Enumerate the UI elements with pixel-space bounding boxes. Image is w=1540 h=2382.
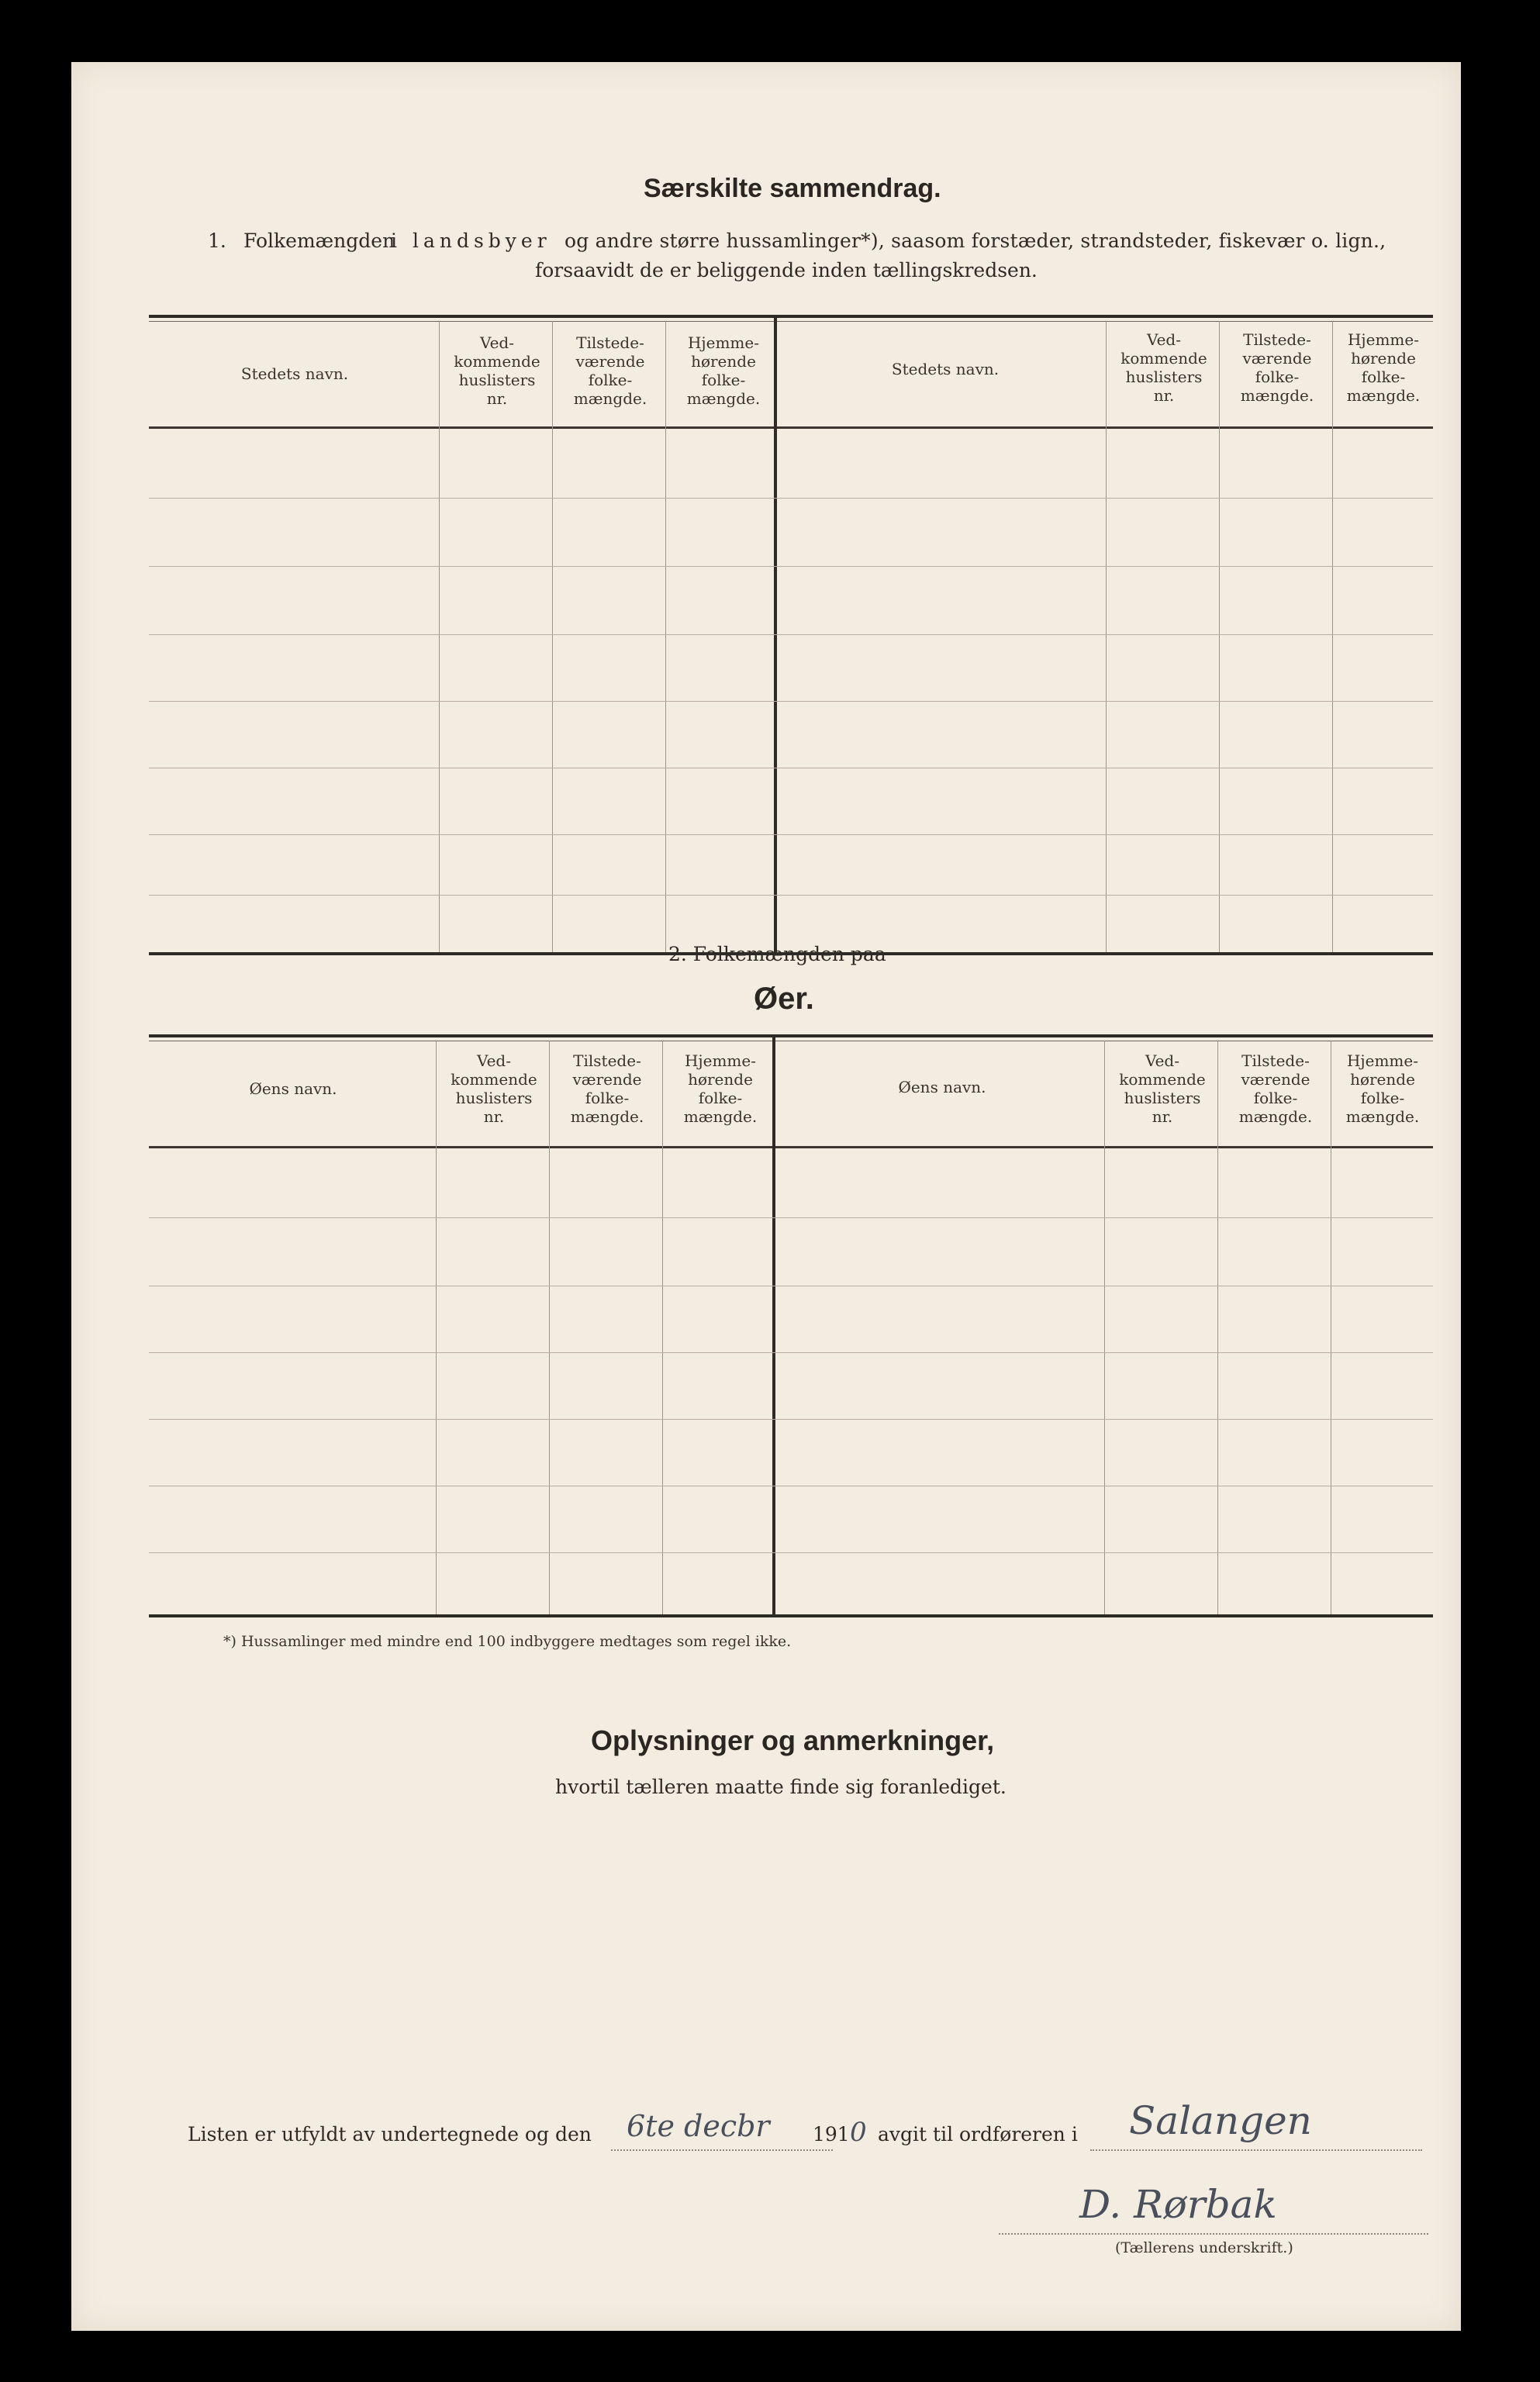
- signature-caption: (Tællerens underskrift.): [1115, 2239, 1293, 2256]
- table2-col-hjem-left: Hjemme- hørende folke- mængde.: [683, 1051, 758, 1126]
- table1-col-stedets-left: Stedets navn.: [240, 364, 349, 383]
- section1-text-c: og andre større hussamlinger*), saasom forstæder, strandsteder, fiskevær o. lign.,: [565, 230, 1386, 252]
- table2-bottom-rule: [149, 1614, 1433, 1617]
- section2-heading: Øer.: [754, 982, 814, 1016]
- year-handwritten: 0: [850, 2117, 867, 2148]
- enumerator-signature: D. Rørbak: [1079, 2182, 1277, 2227]
- table1-col-til-left: Tilstede- værende folke- mængde.: [573, 333, 647, 408]
- section1-text-b: i landsbyer: [391, 230, 551, 252]
- signature-middle: avgit til ordføreren i: [878, 2123, 1078, 2146]
- table1-col-hjem-left: Hjemme- hørende folke- mængde.: [686, 333, 761, 408]
- footnote: *) Hussamlinger med mindre end 100 indbyggere medtages som regel ikke.: [223, 1633, 792, 1650]
- table1-col-til-right: Tilstede- værende folke- mængde.: [1240, 330, 1314, 405]
- table1-col-stedets-right: Stedets navn.: [891, 360, 1000, 378]
- table2-col-til-right: Tilstede- værende folke- mængde.: [1238, 1051, 1313, 1126]
- section1-text-line2: forsaavidt de er beliggende inden tællingskredsen.: [535, 259, 1038, 281]
- table1-col-hjem-right: Hjemme- hørende folke- mængde.: [1346, 330, 1421, 405]
- table2-col-ved-right: Ved- kommende huslisters nr.: [1119, 1051, 1206, 1126]
- date-handwritten: 6te decbr: [627, 2109, 770, 2143]
- place-handwritten: Salangen: [1129, 2098, 1312, 2143]
- table2-col-ved-left: Ved- kommende huslisters nr.: [451, 1051, 537, 1126]
- page-title: Særskilte sammendrag.: [644, 174, 941, 203]
- remarks-title: Oplysninger og anmerkninger,: [591, 1724, 995, 1756]
- remarks-subtitle: hvortil tælleren maatte finde sig foranlediget.: [555, 1776, 1007, 1798]
- table1-col-ved-left: Ved- kommende huslisters nr.: [454, 333, 540, 408]
- table2-col-oens-right: Øens navn.: [898, 1078, 986, 1096]
- signature-prefix: Listen er utfyldt av undertegnede og den: [188, 2123, 592, 2146]
- year-printed: 191: [813, 2123, 850, 2146]
- table1-col-ved-right: Ved- kommende huslisters nr.: [1120, 330, 1207, 405]
- table2-top-rule: [149, 1034, 1433, 1037]
- section2-text: 2. Folkemængden paa: [668, 943, 886, 965]
- table1-top-rule: [149, 315, 1433, 318]
- table2-col-til-left: Tilstede- værende folke- mængde.: [570, 1051, 644, 1126]
- table2-col-hjem-right: Hjemme- hørende folke- mængde.: [1345, 1051, 1420, 1126]
- table2-col-oens-left: Øens navn.: [249, 1079, 337, 1098]
- section1-number: 1.: [208, 230, 226, 252]
- section1-text-a: Folkemængden: [243, 230, 395, 252]
- document-page: [71, 62, 1461, 2331]
